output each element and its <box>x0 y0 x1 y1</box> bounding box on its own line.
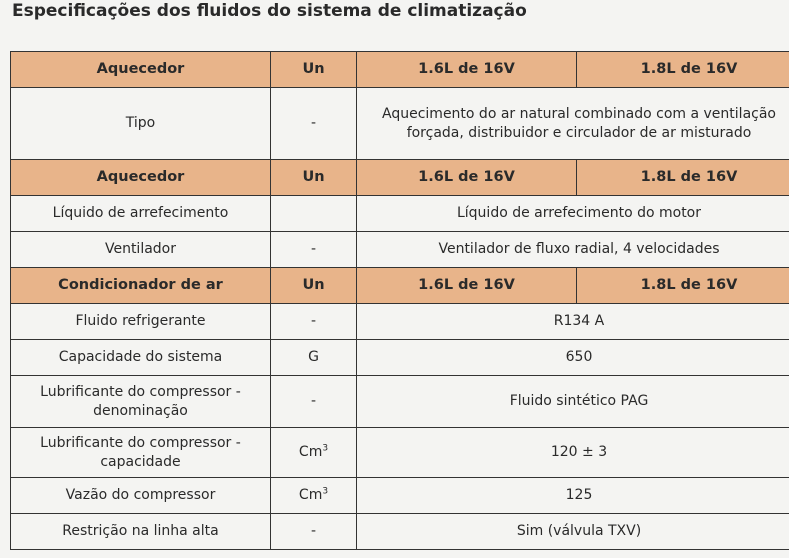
unit-header: Un <box>271 160 357 196</box>
row-unit: - <box>271 88 357 160</box>
row-unit: - <box>271 376 357 428</box>
row-value: 120 ± 3 <box>357 428 789 478</box>
section-title: Aquecedor <box>11 160 271 196</box>
engine-1-8-header: 1.8L de 16V <box>577 160 789 196</box>
table-row <box>11 478 789 514</box>
row-value: Fluido sintético PAG <box>357 376 789 428</box>
engine-1-6-header: 1.6L de 16V <box>357 52 577 88</box>
row-label: Capacidade do sistema <box>11 340 271 376</box>
row-value: Sim (válvula TXV) <box>357 514 789 550</box>
row-unit: G <box>271 340 357 376</box>
row-value: Ventilador de fluxo radial, 4 velocidades <box>357 232 789 268</box>
section-header-heater-2 <box>11 160 789 196</box>
table-row <box>11 428 789 478</box>
row-unit <box>271 428 357 478</box>
engine-1-6-header: 1.6L de 16V <box>357 160 577 196</box>
page-title: Especificações dos fluidos do sistema de climatização <box>12 1 527 21</box>
table-row <box>11 88 789 160</box>
table-row <box>11 196 789 232</box>
row-label: Tipo <box>11 88 271 160</box>
table-row <box>11 376 789 428</box>
row-value: 650 <box>357 340 789 376</box>
fluid-spec-table <box>10 51 789 550</box>
row-unit: - <box>271 232 357 268</box>
row-unit: - <box>271 304 357 340</box>
unit-base: Cm <box>298 444 323 460</box>
section-header-air-conditioner <box>11 268 789 304</box>
table-row <box>11 232 789 268</box>
row-label: Líquido de arrefecimento <box>11 196 271 232</box>
table-row <box>11 304 789 340</box>
table-row <box>11 340 789 376</box>
table-row <box>11 514 789 550</box>
row-value: Líquido de arrefecimento do motor <box>357 196 789 232</box>
unit-exponent: 3 <box>322 486 329 497</box>
unit-header: Un <box>271 268 357 304</box>
unit-header: Un <box>271 52 357 88</box>
section-title: Condicionador de ar <box>11 268 271 304</box>
row-label: Ventilador <box>11 232 271 268</box>
row-value: 125 <box>357 478 789 514</box>
unit-base: Cm <box>298 487 323 503</box>
row-value: Aquecimento do ar natural combinado com a ventilação forçada, distribuidor e circulador de ar misturado <box>357 88 789 160</box>
engine-1-6-header: 1.6L de 16V <box>357 268 577 304</box>
row-unit <box>271 478 357 514</box>
row-label: Lubrificante do compressor - denominação <box>11 376 271 428</box>
row-unit <box>271 196 357 232</box>
row-label: Restrição na linha alta <box>11 514 271 550</box>
row-value: R134 A <box>357 304 789 340</box>
row-label: Lubrificante do compressor - capacidade <box>11 428 271 478</box>
section-header-heater <box>11 52 789 88</box>
engine-1-8-header: 1.8L de 16V <box>577 268 789 304</box>
unit-exponent: 3 <box>322 443 329 454</box>
row-label: Vazão do compressor <box>11 478 271 514</box>
row-label: Fluido refrigerante <box>11 304 271 340</box>
engine-1-8-header: 1.8L de 16V <box>577 52 789 88</box>
row-unit: - <box>271 514 357 550</box>
section-title: Aquecedor <box>11 52 271 88</box>
